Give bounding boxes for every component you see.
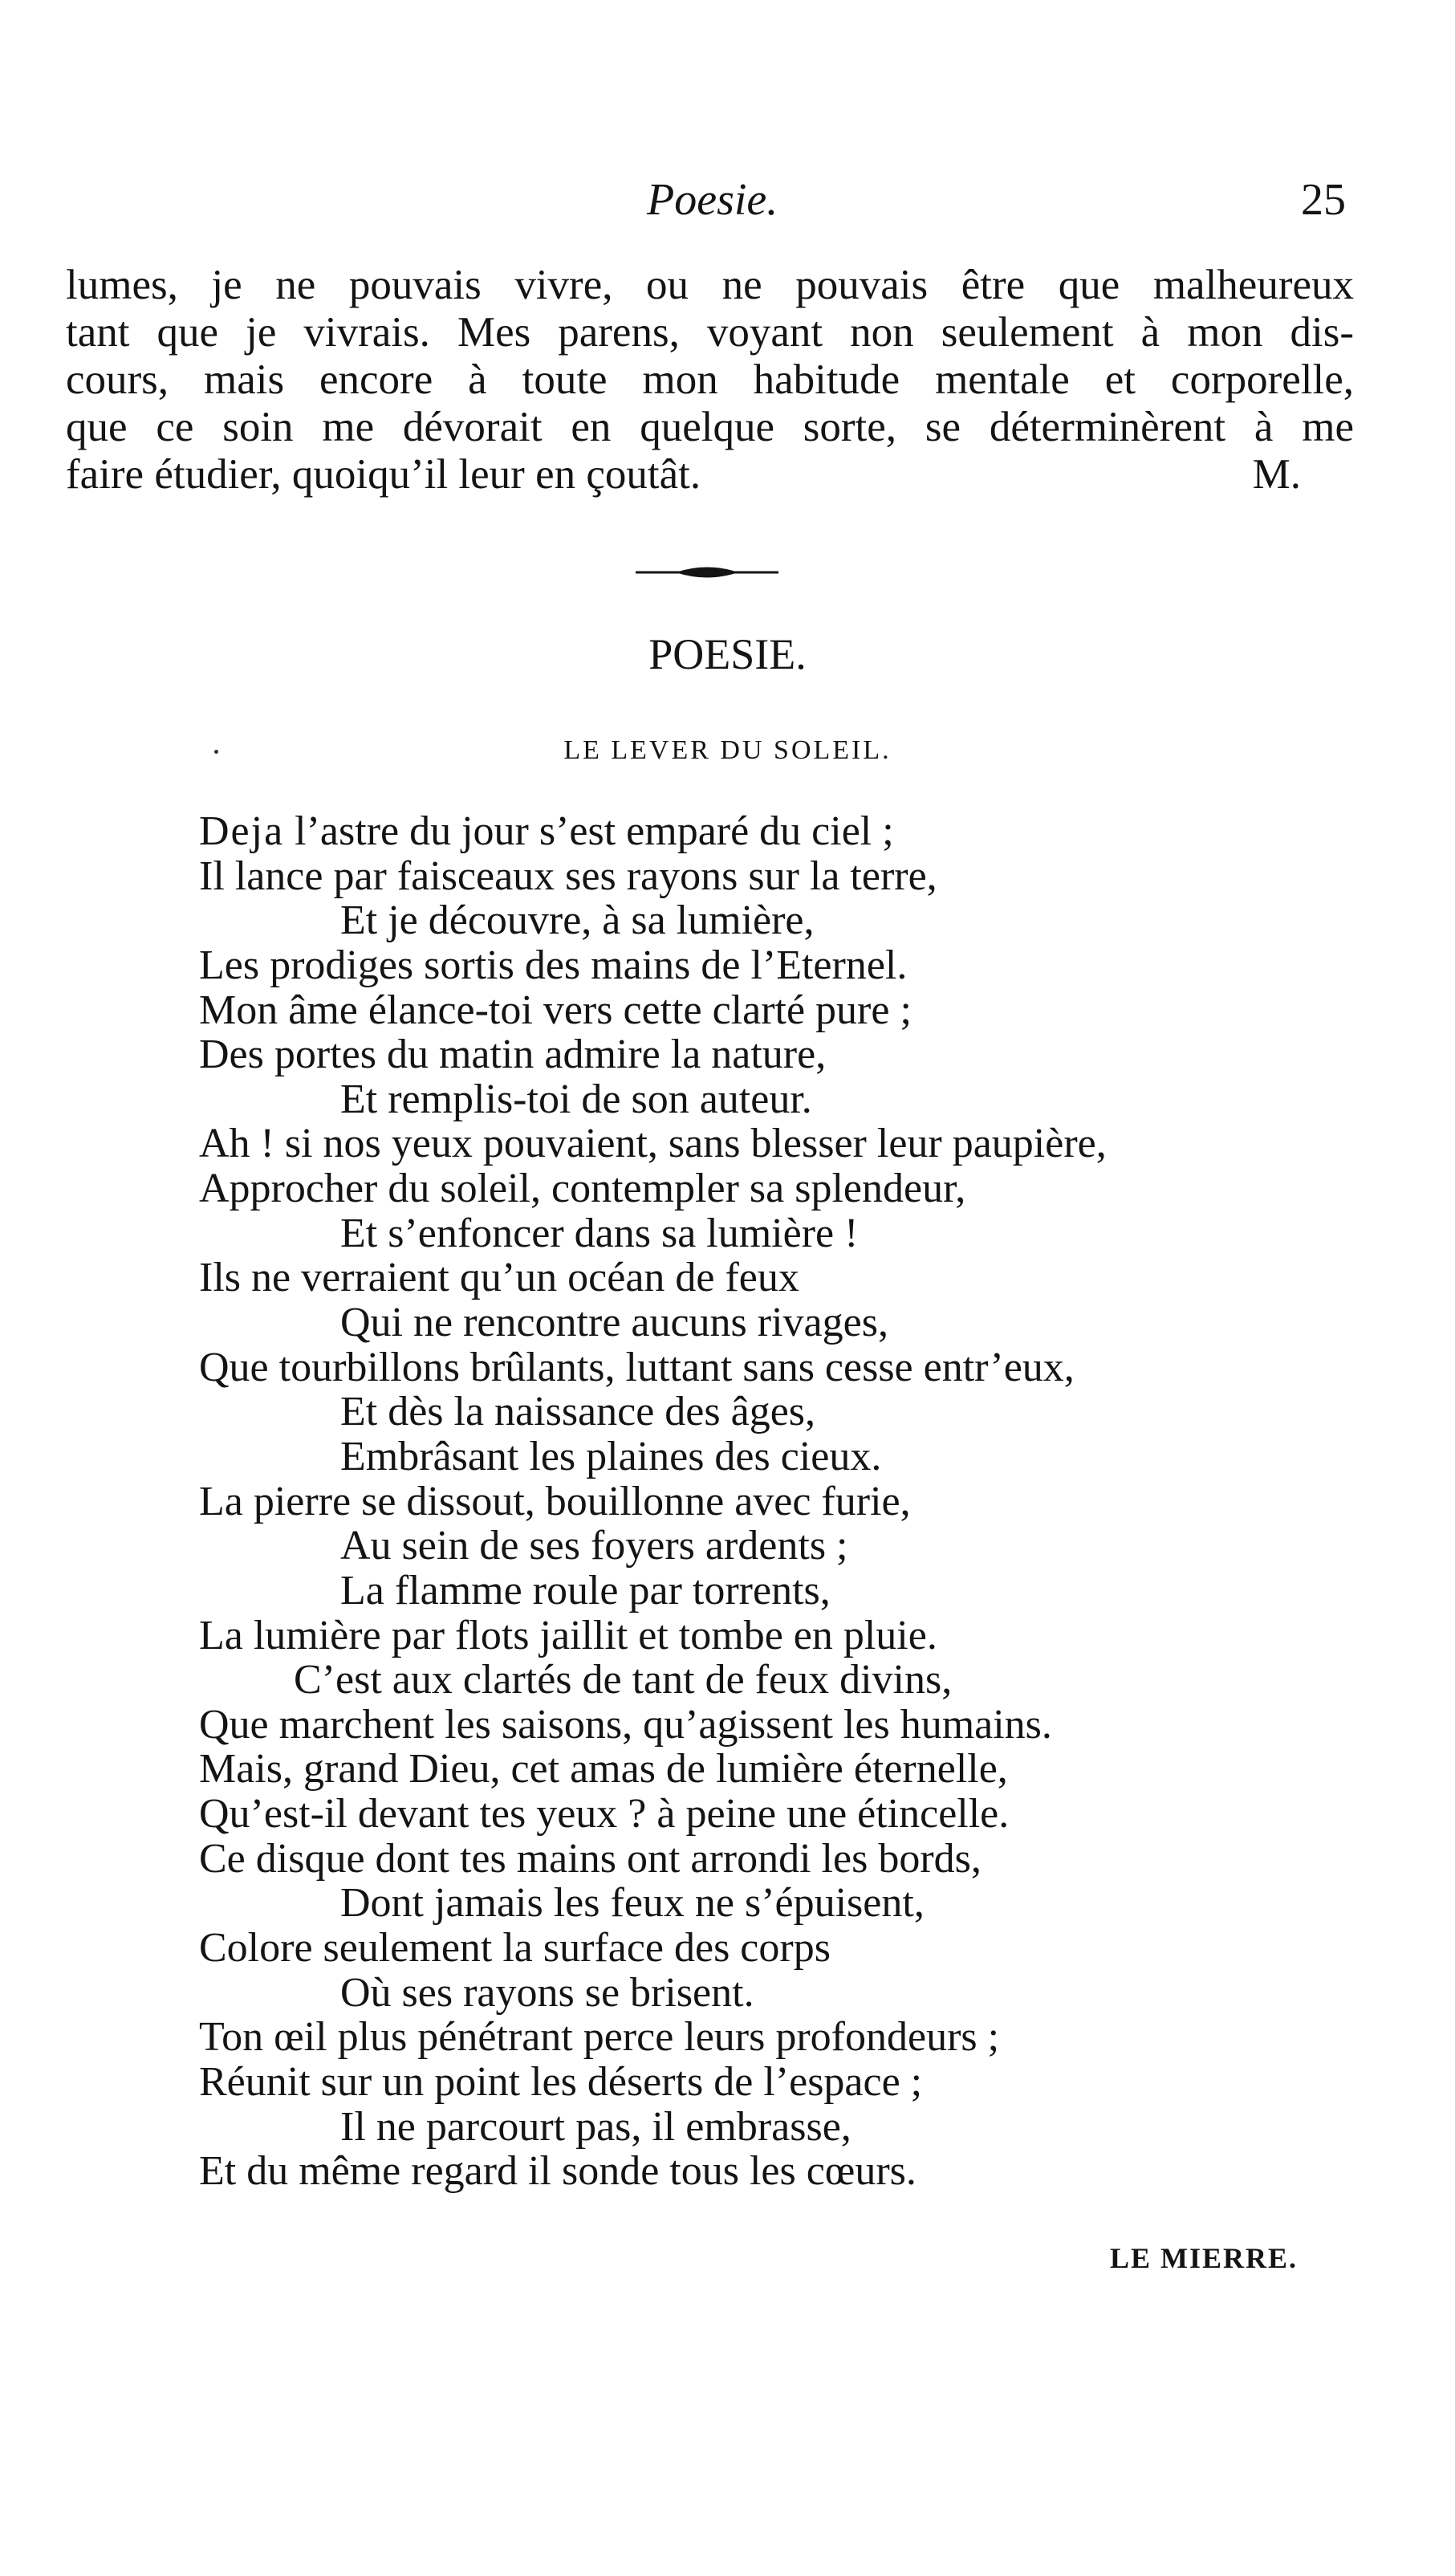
poem-line: Réunit sur un point les déserts de l’espace ; <box>199 2058 923 2105</box>
poem-line: La lumière par flots jaillit et tombe en pluie. <box>199 1612 937 1658</box>
poem-line: Des portes du matin admire la nature, <box>199 1032 827 1078</box>
running-head <box>0 172 1455 228</box>
poem-line: Il lance par faisceaux ses rayons sur la terre, <box>199 853 937 899</box>
poem-line: Qui ne rencontre aucuns rivages, <box>340 1300 888 1346</box>
poem-line: Que tourbillons brûlants, luttant sans cesse entr’eux, <box>199 1344 1075 1390</box>
ornament-divider <box>636 562 778 583</box>
poem-title: LE LEVER DU SOLEIL. <box>563 735 892 765</box>
prose-line: que ce soin me dévorait en quelque sorte, se déterminèrent à me <box>66 404 1354 450</box>
poem-line: Embrâsant les plaines des cieux. <box>340 1433 882 1479</box>
running-title: Poesie. <box>647 175 778 225</box>
poem-line: Et s’enfoncer dans sa lumière ! <box>340 1210 859 1256</box>
poem-line: Que marchent les saisons, qu’agissent les humains. <box>199 1701 1052 1748</box>
poem-line: Ah ! si nos yeux pouvaient, sans blesser leur paupière, <box>199 1121 1107 1167</box>
prose-paragraph <box>66 262 1354 499</box>
poem-line: Et je découvre, à sa lumière, <box>340 897 815 944</box>
poem-first-line-rest: l’astre du jour s’est emparé du ciel ; <box>284 808 894 854</box>
poem-line: Ton œil plus pénétrant perce leurs profondeurs ; <box>199 2014 1000 2061</box>
poem-line: Les prodiges sortis des mains de l’Eternel. <box>199 942 908 988</box>
prose-line: cours, mais encore à toute mon habitude mentale et corporelle, <box>66 356 1354 403</box>
prose-line: faire étudier, quoiqu’il leur en çoutât. <box>66 451 701 498</box>
prose-line: lumes, je ne pouvais vivre, ou ne pouvais être que malheureux <box>66 262 1354 308</box>
poem-line: Approcher du soleil, contempler sa splendeur, <box>199 1166 966 1212</box>
poem-line: Ce disque dont tes mains ont arrondi les bords, <box>199 1835 982 1882</box>
poem-body <box>199 809 1323 2194</box>
poem-line: Ils ne verraient qu’un océan de feux <box>199 1255 799 1301</box>
poem-line: Et remplis-toi de son auteur. <box>340 1076 812 1122</box>
poem-line: Dont jamais les feux ne s’épuisent, <box>340 1880 925 1927</box>
poem-line: C’est aux clartés de tant de feux divins, <box>294 1657 953 1703</box>
poem-line: Qu’est-il devant tes yeux ? à peine une étincelle. <box>199 1791 1010 1837</box>
poem-line: Et du même regard il sonde tous les cœurs. <box>199 2148 916 2195</box>
prose-line: tant que je vivrais. Mes parens, voyant non seulement à mon dis- <box>66 309 1354 356</box>
print-speck <box>214 750 218 754</box>
poem-line: Il ne parcourt pas, il embrasse, <box>340 2103 851 2150</box>
poem-line: Au sein de ses foyers ardents ; <box>340 1523 848 1569</box>
poem-line: Mais, grand Dieu, cet amas de lumière éternelle, <box>199 1746 1008 1793</box>
poem-line: La pierre se dissout, bouillonne avec furie, <box>199 1478 911 1524</box>
poem-line <box>199 809 1323 854</box>
section-title: POESIE. <box>648 630 807 678</box>
poem-line: Où ses rayons se brisent. <box>340 1969 754 2016</box>
prose-last-line-wrapper <box>66 451 1354 499</box>
poem-line: Mon âme élance-toi vers cette clarté pure ; <box>199 987 912 1033</box>
prose-signature: M. <box>1252 451 1301 498</box>
poem-line: Et dès la naissance des âges, <box>340 1389 816 1435</box>
poem-first-word: Deja <box>199 808 285 854</box>
poem-line: Colore seulement la surface des corps <box>199 1925 831 1972</box>
poem-author: LE MIERRE. <box>1109 2242 1298 2274</box>
poem-line: La flamme roule par torrents, <box>340 1567 831 1614</box>
page-number: 25 <box>1301 175 1346 225</box>
